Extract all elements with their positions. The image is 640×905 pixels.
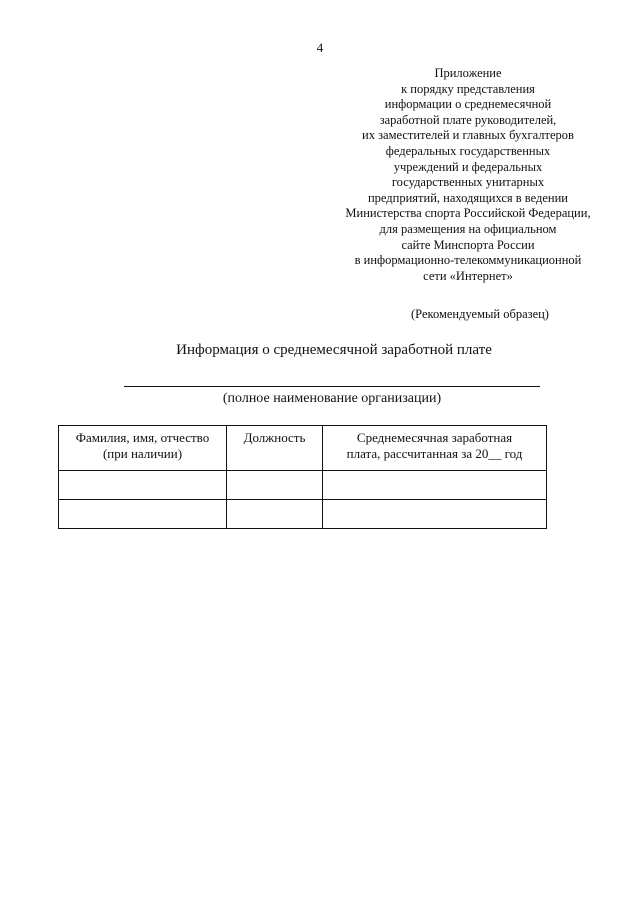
appendix-block — [300, 66, 636, 284]
appendix-line: предприятий, находящихся в ведении — [367, 190, 568, 205]
table-header-row — [59, 426, 547, 471]
table-cell — [59, 500, 227, 529]
appendix-line: сайте Минспорта России — [401, 237, 535, 252]
appendix-line: учреждений и федеральных — [393, 159, 543, 174]
appendix-line: Приложение — [434, 66, 502, 80]
sample-note: (Рекомендуемый образец) — [411, 307, 549, 321]
header-position-line1: Должность — [243, 430, 306, 445]
table-cell — [323, 471, 547, 500]
document-title: Информация о среднемесячной заработной плате — [176, 342, 492, 358]
header-position — [227, 426, 323, 471]
appendix-line: сети «Интернет» — [423, 268, 513, 283]
table-cell — [59, 471, 227, 500]
organization-name-caption: (полное наименование организации) — [222, 391, 442, 406]
header-average-salary-line2: плата, рассчитанная за 20__ год — [346, 446, 523, 461]
table-cell — [227, 471, 323, 500]
table-row — [59, 471, 547, 500]
appendix-line: к порядку представления — [401, 81, 535, 96]
table-cell — [227, 500, 323, 529]
header-full-name — [59, 426, 227, 471]
header-full-name-line1: Фамилия, имя, отчество — [75, 430, 210, 445]
appendix-line: заработной плате руководителей, — [379, 112, 557, 127]
appendix-line: государственных унитарных — [391, 175, 545, 190]
appendix-line: их заместителей и главных бухгалтеров — [362, 128, 574, 143]
appendix-line: для размещения на официальном — [379, 221, 557, 236]
appendix-line: в информационно-телекоммуникационной — [354, 253, 582, 268]
salary-table — [58, 425, 547, 529]
organization-name-field-line — [124, 386, 540, 387]
header-average-salary — [323, 426, 547, 471]
appendix-line: Министерства спорта Российской Федерации, — [345, 206, 591, 221]
table-cell — [323, 500, 547, 529]
page-number: 4 — [316, 40, 324, 55]
header-average-salary-line1: Среднемесячная заработная — [356, 430, 513, 445]
table-row — [59, 500, 547, 529]
header-full-name-line2: (при наличии) — [102, 446, 183, 461]
appendix-line: федеральных государственных — [385, 143, 551, 158]
appendix-line: информации о среднемесячной — [384, 97, 552, 112]
